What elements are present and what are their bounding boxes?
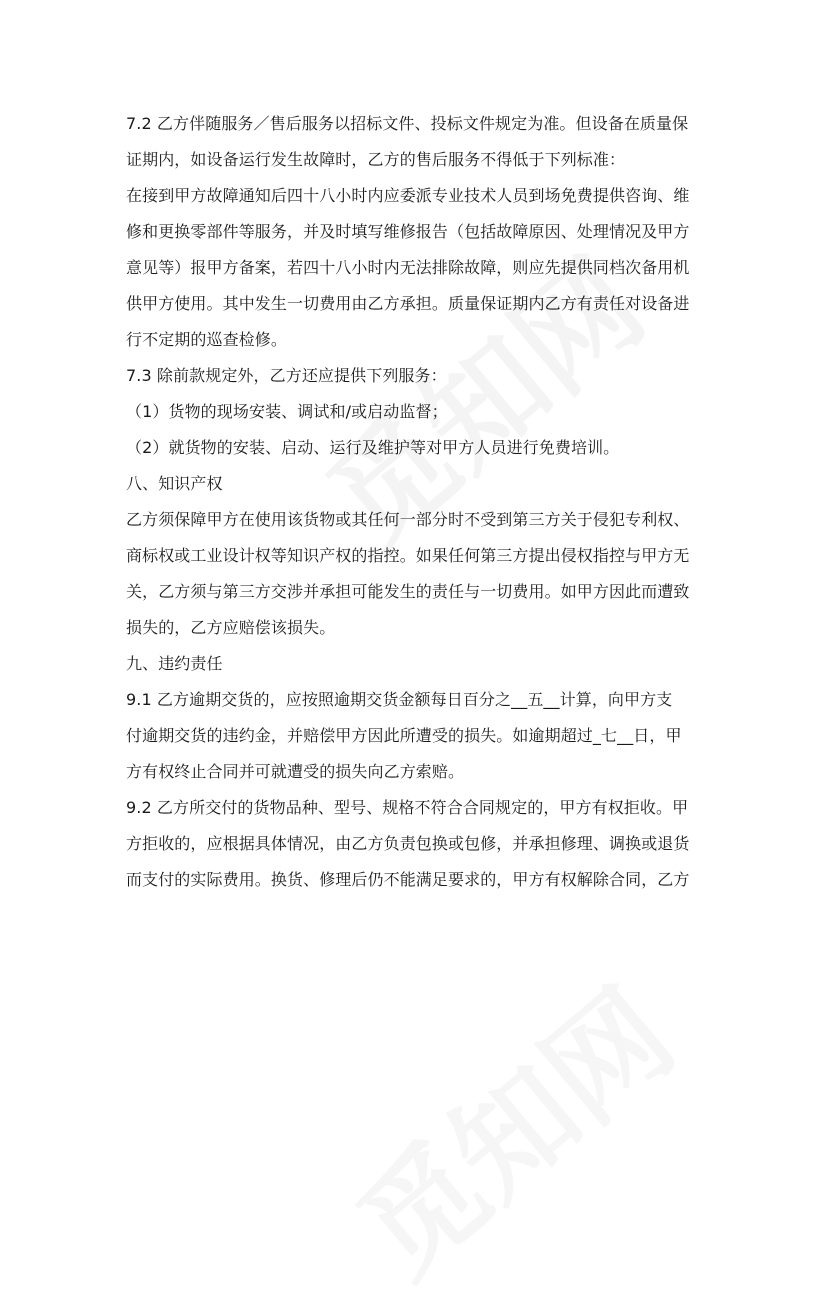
- text-line: 方拒收的，应根据具体情况，由乙方负责包换或包修，并承担修理、调换或退货: [126, 834, 690, 853]
- text-line: 方有权终止合同并可就遭受的损失向乙方索赔。: [126, 762, 465, 781]
- section-heading: 九、违约责任: [126, 654, 223, 673]
- text-line: （2）就货物的安装、启动、运行及维护等对甲方人员进行免费培训。: [126, 438, 620, 457]
- document-body: [126, 106, 716, 898]
- text-line: 而支付的实际费用。换货、修理后仍不能满足要求的，甲方有权解除合同，乙方: [126, 870, 690, 889]
- section-heading: 八、知识产权: [126, 474, 223, 493]
- text-line: 乙方须保障甲方在使用该货物或其任何一部分时不受到第三方关于侵犯专利权、: [126, 510, 690, 529]
- text-line: 9.1 乙方逾期交货的，应按照逾期交货金额每日百分之__五__计算，向甲方支: [126, 690, 673, 709]
- text-line: （1）货物的现场安装、调试和/或启动监督；: [126, 402, 448, 421]
- text-line: 9.2 乙方所交付的货物品种、型号、规格不符合合同规定的，甲方有权拒收。甲: [126, 798, 689, 817]
- text-line: 修和更换零部件等服务，并及时填写维修报告（包括故障原因、处理情况及甲方: [126, 222, 690, 241]
- text-line: 关，乙方须与第三方交涉并承担可能发生的责任与一切费用。如甲方因此而遭致: [126, 582, 690, 601]
- text-line: 损失的，乙方应赔偿该损失。: [126, 618, 336, 637]
- text-line: 付逾期交货的违约金，并赔偿甲方因此所遭受的损失。如逾期超过_七__日，甲: [126, 726, 682, 745]
- text-line: 7.3 除前款规定外，乙方还应提供下列服务：: [126, 366, 447, 385]
- text-line: 商标权或工业设计权等知识产权的指控。如果任何第三方提出侵权指控与甲方无: [126, 546, 690, 565]
- text-line: 在接到甲方故障通知后四十八小时内应委派专业技术人员到场免费提供咨询、维: [126, 186, 690, 205]
- text-line: 供甲方使用。其中发生一切费用由乙方承担。质量保证期内乙方有责任对设备进: [126, 294, 690, 313]
- text-line: 7.2 乙方伴随服务／售后服务以招标文件、投标文件规定为准。但设备在质量保: [126, 114, 689, 133]
- watermark-bottom: [317, 944, 703, 1307]
- text-line: 行不定期的巡查检修。: [126, 330, 288, 349]
- text-line: 意见等）报甲方备案，若四十八小时内无法排除故障，则应先提供同档次备用机: [126, 258, 690, 277]
- text-line: 证期内，如设备运行发生故障时，乙方的售后服务不得低于下列标准：: [126, 150, 626, 169]
